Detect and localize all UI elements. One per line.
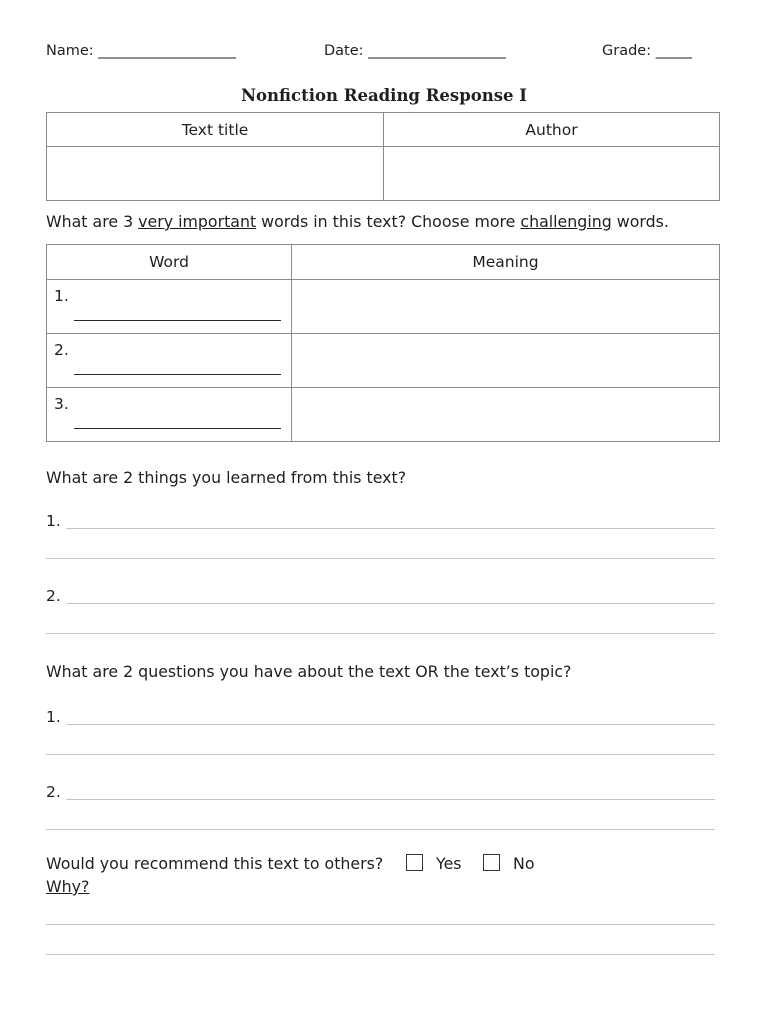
word-blank-line xyxy=(74,428,281,429)
answer-line[interactable] xyxy=(46,954,715,955)
row-number: 1. xyxy=(54,287,69,305)
vocab-prompt xyxy=(46,212,669,231)
meaning-header: Meaning xyxy=(292,245,720,280)
author-cell[interactable] xyxy=(384,147,720,201)
text-info-table xyxy=(46,112,720,201)
word-blank-line xyxy=(74,374,281,375)
answer-line[interactable] xyxy=(46,829,715,830)
recommend-prompt: Would you recommend this text to others? xyxy=(46,854,384,873)
answer-line[interactable] xyxy=(66,799,715,800)
vocab-prompt-part: What are 3 xyxy=(46,212,139,231)
question-item-number: 1. xyxy=(46,708,61,726)
meaning-cell[interactable] xyxy=(292,334,720,388)
text-title-header: Text title xyxy=(47,113,384,147)
vocab-prompt-emphasis: challenging xyxy=(520,212,612,231)
word-blank-line xyxy=(74,320,281,321)
row-number: 2. xyxy=(54,341,69,359)
name-field-label[interactable]: Name: ___________________ xyxy=(46,43,237,59)
vocab-prompt-emphasis: very important xyxy=(138,212,257,231)
date-field-label[interactable]: Date: ___________________ xyxy=(324,43,506,59)
row-number: 3. xyxy=(54,395,69,413)
answer-line[interactable] xyxy=(46,754,715,755)
no-checkbox[interactable] xyxy=(483,854,500,871)
yes-option[interactable] xyxy=(406,854,462,873)
text-title-cell[interactable] xyxy=(47,147,384,201)
word-cell[interactable] xyxy=(47,280,292,334)
vocab-prompt-part: words in this text? Choose more xyxy=(256,212,521,231)
word-cell[interactable] xyxy=(47,388,292,442)
learned-prompt: What are 2 things you learned from this text? xyxy=(46,468,407,487)
answer-line[interactable] xyxy=(66,528,715,529)
question-item-number: 2. xyxy=(46,783,61,801)
answer-line[interactable] xyxy=(66,603,715,604)
answer-line[interactable] xyxy=(46,924,715,925)
meaning-cell[interactable] xyxy=(292,280,720,334)
no-option[interactable] xyxy=(483,854,535,873)
grade-field-label[interactable]: Grade: _____ xyxy=(602,43,692,59)
yes-label: Yes xyxy=(436,854,462,873)
vocab-table xyxy=(46,244,720,442)
learned-item-number: 2. xyxy=(46,587,61,605)
vocab-prompt-part: words. xyxy=(611,212,669,231)
page-title: Nonfiction Reading Response I xyxy=(240,86,528,105)
answer-line[interactable] xyxy=(46,558,715,559)
word-header: Word xyxy=(47,245,292,280)
questions-prompt: What are 2 questions you have about the text OR the text’s topic? xyxy=(46,662,572,681)
yes-checkbox[interactable] xyxy=(406,854,423,871)
no-label: No xyxy=(513,854,535,873)
word-cell[interactable] xyxy=(47,334,292,388)
meaning-cell[interactable] xyxy=(292,388,720,442)
why-label: Why? xyxy=(46,877,90,896)
learned-item-number: 1. xyxy=(46,512,61,530)
answer-line[interactable] xyxy=(46,633,715,634)
author-header: Author xyxy=(384,113,720,147)
answer-line[interactable] xyxy=(66,724,715,725)
